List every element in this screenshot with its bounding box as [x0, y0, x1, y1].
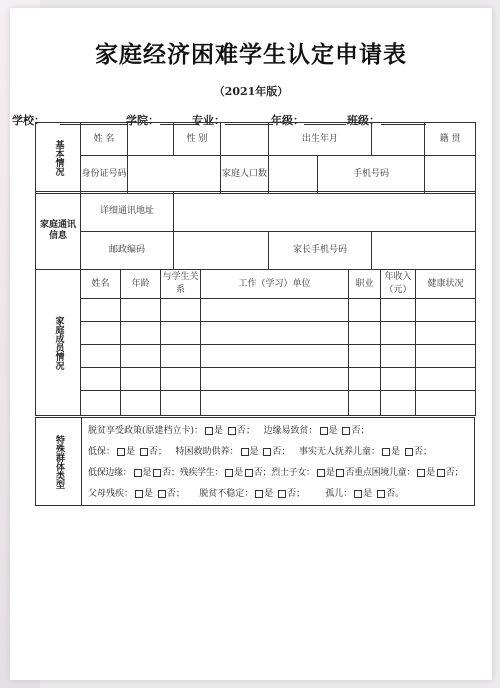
- checkbox[interactable]: [342, 427, 350, 435]
- special-line-1: 脱贫享受政策(原建档立卡)： 是 否； 边缘易致贫： 是 否；: [88, 426, 370, 436]
- gender-field[interactable]: [221, 123, 269, 156]
- school-label: 学校：: [12, 114, 45, 127]
- checkbox[interactable]: [153, 469, 161, 477]
- checkbox[interactable]: [405, 448, 413, 456]
- member-row: [36, 345, 476, 368]
- checkbox[interactable]: [317, 469, 325, 477]
- family-count-label: 家庭人口数: [221, 156, 269, 194]
- name-field[interactable]: [128, 123, 174, 156]
- members-table: [35, 269, 476, 416]
- member-header-work: 工作（学习）单位: [201, 270, 349, 299]
- contact-table: [35, 191, 476, 270]
- special-line-3: 低保边缘： 是 否；残疾学生： 是 否；烈士子女： 是 否重点困境儿童： 是 否；: [88, 468, 464, 478]
- college-label: 学院：: [126, 114, 159, 127]
- checkbox[interactable]: [263, 448, 271, 456]
- checkbox[interactable]: [437, 469, 445, 477]
- members-section-label: 家庭成员情况: [36, 270, 81, 416]
- family-count-field[interactable]: [269, 156, 318, 194]
- member-header-age: 年龄: [121, 270, 161, 299]
- checkbox[interactable]: [225, 469, 233, 477]
- gender-label: 性 别: [174, 123, 221, 156]
- special-group-box: [35, 417, 475, 506]
- checkbox[interactable]: [382, 448, 390, 456]
- member-header-name: 姓名: [81, 270, 121, 299]
- checkbox[interactable]: [158, 490, 166, 498]
- checkbox[interactable]: [278, 490, 286, 498]
- phone-field[interactable]: [425, 156, 476, 194]
- form-title: 家庭经济困难学生认定申请表: [95, 41, 407, 68]
- checkbox[interactable]: [134, 469, 142, 477]
- member-header-income: 年收入（元）: [381, 270, 416, 299]
- id-card-field[interactable]: [128, 156, 221, 194]
- name-label: 姓 名: [81, 123, 128, 156]
- grade-label: 年级：: [271, 114, 304, 127]
- checkbox[interactable]: [336, 469, 344, 477]
- special-section-label: 特殊群体类型: [36, 418, 82, 505]
- checkbox[interactable]: [140, 448, 148, 456]
- id-card-label: 身份证号码: [81, 156, 128, 194]
- parent-phone-field[interactable]: [372, 232, 476, 270]
- checkbox[interactable]: [320, 427, 328, 435]
- special-line-2: 低保： 是 否； 特困救助供养： 是 否； 事实无人抚养儿童： 是 否；: [88, 447, 432, 457]
- contact-section-label: 家庭通讯信息: [36, 192, 81, 270]
- member-row: [36, 322, 476, 345]
- birth-label: 出生年月: [269, 123, 372, 156]
- address-field[interactable]: [174, 192, 476, 232]
- form-sheet: [10, 8, 492, 680]
- basic-section-label: 基本情况: [36, 123, 81, 194]
- phone-label: 手机号码: [318, 156, 425, 194]
- major-label: 专业：: [192, 114, 225, 127]
- member-header-job: 职业: [349, 270, 381, 299]
- checkbox[interactable]: [228, 427, 236, 435]
- native-label: 籍 贯: [425, 123, 476, 156]
- form-year: （2021年版）: [213, 85, 289, 98]
- checkbox[interactable]: [205, 427, 213, 435]
- checkbox[interactable]: [255, 490, 263, 498]
- checkbox[interactable]: [245, 469, 253, 477]
- member-header-health: 健康状况: [416, 270, 476, 299]
- checkbox[interactable]: [417, 469, 425, 477]
- member-header-relation: 与学生关系: [161, 270, 201, 299]
- member-row: [36, 299, 476, 322]
- checkbox[interactable]: [354, 490, 362, 498]
- checkbox[interactable]: [117, 448, 125, 456]
- postal-label: 邮政编码: [81, 232, 174, 270]
- member-row: [36, 391, 476, 416]
- parent-phone-label: 家长手机号码: [269, 232, 372, 270]
- address-label: 详细通讯地址: [81, 192, 174, 232]
- member-row: [36, 368, 476, 391]
- checkbox[interactable]: [241, 448, 249, 456]
- class-label: 班级：: [347, 114, 380, 127]
- postal-field[interactable]: [174, 232, 269, 270]
- checkbox[interactable]: [135, 490, 143, 498]
- basic-info-table: [35, 122, 476, 194]
- special-line-4: 父母残疾： 是 否； 脱贫不稳定： 是 否； 孤儿： 是 否。: [88, 489, 405, 499]
- birth-field[interactable]: [372, 123, 425, 156]
- checkbox[interactable]: [377, 490, 385, 498]
